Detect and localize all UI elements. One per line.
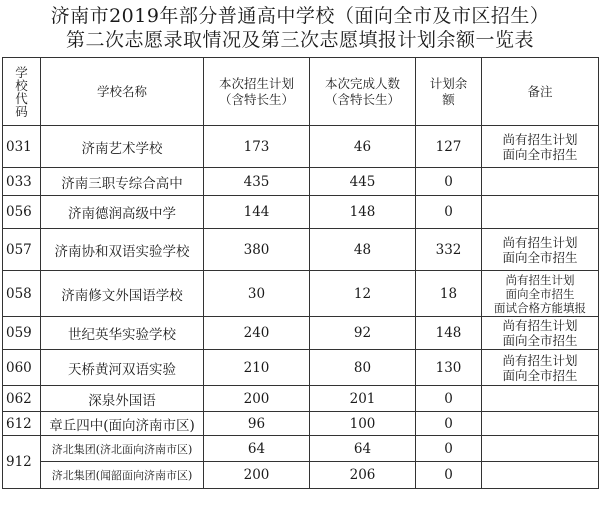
school-name: 济南修文外国语学校 [41, 271, 204, 317]
done-count: 46 [310, 126, 416, 168]
table-row [3, 412, 599, 436]
header-code-text: 学 校 代 码 [15, 64, 28, 119]
note-line: 面向全市招生 [502, 146, 578, 162]
table-row [3, 462, 599, 489]
plan-count: 173 [204, 126, 310, 168]
school-name: 济南三职专综合高中 [41, 168, 204, 196]
title-line-1: 济南市2019年部分普通高中学校（面向全市及市区招生） [50, 5, 550, 27]
header-code [3, 58, 41, 126]
note-line: 尚有招生计划 [505, 272, 575, 287]
school-name: 天桥黄河双语实验 [41, 350, 204, 386]
school-code: 058 [3, 271, 41, 317]
school-code: 057 [3, 229, 41, 271]
school-name: 济南艺术学校 [41, 126, 204, 168]
school-name: 济北集团(济北面向济南市区) [41, 436, 204, 462]
school-code: 612 [3, 412, 41, 436]
plan-count: 96 [204, 412, 310, 436]
remain-count: 18 [416, 271, 482, 317]
remain-count: 0 [416, 462, 482, 489]
remain-count: 0 [416, 412, 482, 436]
header-note: 备注 [482, 58, 599, 126]
note-line: 面向全市招生 [502, 367, 578, 383]
note-line: 面向全市招生 [502, 249, 578, 265]
done-count: 92 [310, 317, 416, 350]
school-code: 912 [3, 436, 41, 489]
plan-count: 200 [204, 386, 310, 412]
table-row [3, 350, 599, 386]
note-line: 面向全市招生 [505, 286, 575, 301]
school-name: 济南协和双语实验学校 [41, 229, 204, 271]
table-row [3, 196, 599, 229]
school-code: 033 [3, 168, 41, 196]
note-line: 面向全市招生 [502, 333, 578, 348]
table-row [3, 229, 599, 271]
header-remain: 计划余 额 [416, 58, 482, 126]
school-name: 深泉外国语 [41, 386, 204, 412]
school-code: 059 [3, 317, 41, 350]
note-line: 尚有招生计划 [502, 234, 578, 250]
note-cell [482, 350, 599, 386]
plan-count: 200 [204, 462, 310, 489]
school-name: 济南德润高级中学 [41, 196, 204, 229]
note-cell [482, 271, 599, 317]
done-count: 201 [310, 386, 416, 412]
remain-count: 148 [416, 317, 482, 350]
table-row [3, 386, 599, 412]
header-plan: 本次招生计划 （含特长生） [204, 58, 310, 126]
school-code: 031 [3, 126, 41, 168]
remain-count: 0 [416, 386, 482, 412]
note-cell [482, 436, 599, 462]
title-line-2: 第二次志愿录取情况及第三次志愿填报计划余额一览表 [65, 29, 534, 51]
school-code: 060 [3, 350, 41, 386]
plan-count: 30 [204, 271, 310, 317]
school-name: 济北集团(闻韶面向济南市区) [41, 462, 204, 489]
quota-table [2, 57, 599, 489]
header-name: 学校名称 [41, 58, 204, 126]
remain-count: 127 [416, 126, 482, 168]
note-cell [482, 196, 599, 229]
remain-count: 332 [416, 229, 482, 271]
note-cell [482, 412, 599, 436]
note-line: 尚有招生计划 [502, 352, 578, 368]
done-count: 12 [310, 271, 416, 317]
school-code: 062 [3, 386, 41, 412]
plan-count: 240 [204, 317, 310, 350]
done-count: 445 [310, 168, 416, 196]
note-line: 尚有招生计划 [502, 318, 578, 333]
school-name: 世纪英华实验学校 [41, 317, 204, 350]
remain-count: 0 [416, 196, 482, 229]
done-count: 100 [310, 412, 416, 436]
table-row [3, 168, 599, 196]
header-done: 本次完成人数 （含特长生） [310, 58, 416, 126]
done-count: 80 [310, 350, 416, 386]
done-count: 206 [310, 462, 416, 489]
school-code: 056 [3, 196, 41, 229]
header-row [3, 58, 599, 126]
plan-count: 380 [204, 229, 310, 271]
note-cell [482, 317, 599, 350]
plan-count: 144 [204, 196, 310, 229]
done-count: 148 [310, 196, 416, 229]
plan-count: 210 [204, 350, 310, 386]
remain-count: 0 [416, 436, 482, 462]
note-cell [482, 126, 599, 168]
remain-count: 0 [416, 168, 482, 196]
done-count: 64 [310, 436, 416, 462]
note-cell [482, 462, 599, 489]
done-count: 48 [310, 229, 416, 271]
plan-count: 64 [204, 436, 310, 462]
note-cell [482, 168, 599, 196]
table-row [3, 271, 599, 317]
note-line: 尚有招生计划 [502, 131, 578, 147]
note-cell [482, 229, 599, 271]
school-name: 章丘四中(面向济南市区) [41, 412, 204, 436]
note-line: 面试合格方能填报 [494, 300, 586, 315]
table-row [3, 126, 599, 168]
note-cell [482, 386, 599, 412]
plan-count: 435 [204, 168, 310, 196]
table-row [3, 317, 599, 350]
table-row [3, 436, 599, 462]
remain-count: 130 [416, 350, 482, 386]
